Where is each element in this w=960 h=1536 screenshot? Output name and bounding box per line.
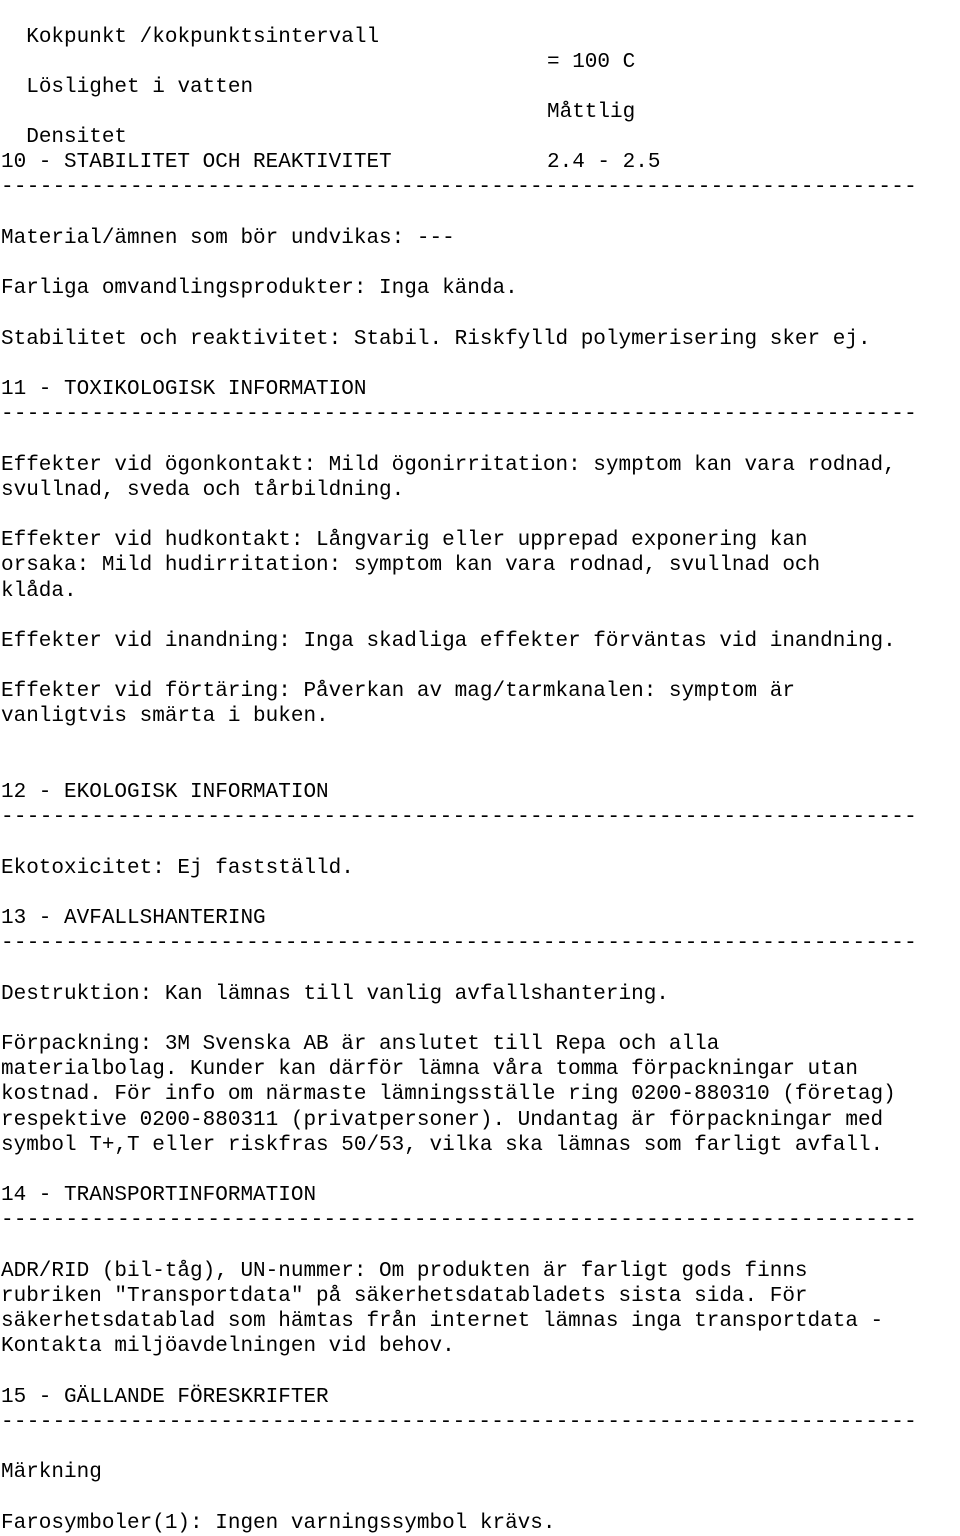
section-14-heading: 14 - TRANSPORTINFORMATION — [1, 1184, 317, 1207]
s14-transport-line: ADR/RID (bil-tåg), UN-nummer: Om produkten är farligt gods finns — [1, 1260, 808, 1283]
s14-transport-line: säkerhetsdatablad som hämtas från internet lämnas inga transportdata - — [1, 1310, 884, 1333]
s13-packaging-line: Förpackning: 3M Svenska AB är anslutet till Repa och alla — [1, 1033, 720, 1056]
section-divider: ----------------------------------------------------------------------- — [1, 1209, 918, 1232]
s13-packaging-line: materialbolag. Kunder kan därför lämna våra tomma förpackningar utan — [1, 1058, 858, 1081]
s13-packaging-line: kostnad. För info om närmaste lämningsställe ring 0200-880310 (företag) — [1, 1083, 896, 1106]
s15-labelling: Märkning — [1, 1461, 102, 1484]
s13-packaging-line: symbol T+,T eller riskfras 50/53, vilka ska lämnas som farligt avfall. — [1, 1134, 884, 1157]
prop-value: = 100 C — [547, 51, 636, 74]
section-divider: ----------------------------------------------------------------------- — [1, 403, 918, 426]
prop-label: Kokpunkt /kokpunktsintervall — [26, 26, 380, 49]
s14-transport-line: Kontakta miljöavdelningen vid behov. — [1, 1335, 455, 1358]
s13-destruction: Destruktion: Kan lämnas till vanlig avfallshantering. — [1, 983, 669, 1006]
section-divider: ----------------------------------------------------------------------- — [1, 806, 918, 829]
section-15-heading: 15 - GÄLLANDE FÖRESKRIFTER — [1, 1386, 329, 1409]
prop-value: Måttlig — [547, 101, 636, 124]
prop-label: Densitet — [26, 126, 128, 149]
section-12-heading: 12 - EKOLOGISK INFORMATION — [1, 781, 329, 804]
s15-hazard-symbols: Farosymboler(1): Ingen varningssymbol krävs. — [1, 1512, 556, 1535]
s13-packaging-line: respektive 0200-880311 (privatpersoner). Undantag är förpackningar med — [1, 1109, 884, 1132]
section-divider: ----------------------------------------------------------------------- — [1, 176, 918, 199]
s10-stability: Stabilitet och reaktivitet: Stabil. Riskfylld polymerisering sker ej. — [1, 328, 871, 351]
s11-inhalation: Effekter vid inandning: Inga skadliga effekter förväntas vid inandning. — [1, 630, 896, 653]
s11-skin-line: orsaka: Mild hudirritation: symptom kan vara rodnad, svullnad och — [1, 554, 821, 577]
section-13-heading: 13 - AVFALLSHANTERING — [1, 907, 266, 930]
s11-eye-line: svullnad, sveda och tårbildning. — [1, 479, 405, 502]
s12-ecotoxicity: Ekotoxicitet: Ej fastställd. — [1, 857, 354, 880]
s10-hazardous-products: Farliga omvandlingsprodukter: Inga kända. — [1, 277, 518, 300]
prop-value: 2.4 - 2.5 — [547, 151, 661, 174]
s10-materials-to-avoid: Material/ämnen som bör undvikas: --- — [1, 227, 455, 250]
s11-skin-line: Effekter vid hudkontakt: Långvarig eller upprepad exponering kan — [1, 529, 808, 552]
section-divider: ----------------------------------------------------------------------- — [1, 932, 918, 955]
s11-skin-line: klåda. — [1, 580, 77, 603]
s11-eye-line: Effekter vid ögonkontakt: Mild ögonirritation: symptom kan vara rodnad, — [1, 454, 896, 477]
section-11-heading: 11 - TOXIKOLOGISK INFORMATION — [1, 378, 367, 401]
prop-label: Löslighet i vatten — [26, 76, 254, 99]
s11-ingestion-line: vanligtvis smärta i buken. — [1, 705, 329, 728]
section-divider: ----------------------------------------------------------------------- — [1, 1411, 918, 1434]
s14-transport-line: rubriken "Transportdata" på säkerhetsdatabladets sista sida. För — [1, 1285, 808, 1308]
s11-ingestion-line: Effekter vid förtäring: Påverkan av mag/tarmkanalen: symptom är — [1, 680, 795, 703]
section-10-heading: 10 - STABILITET OCH REAKTIVITET — [1, 151, 392, 174]
